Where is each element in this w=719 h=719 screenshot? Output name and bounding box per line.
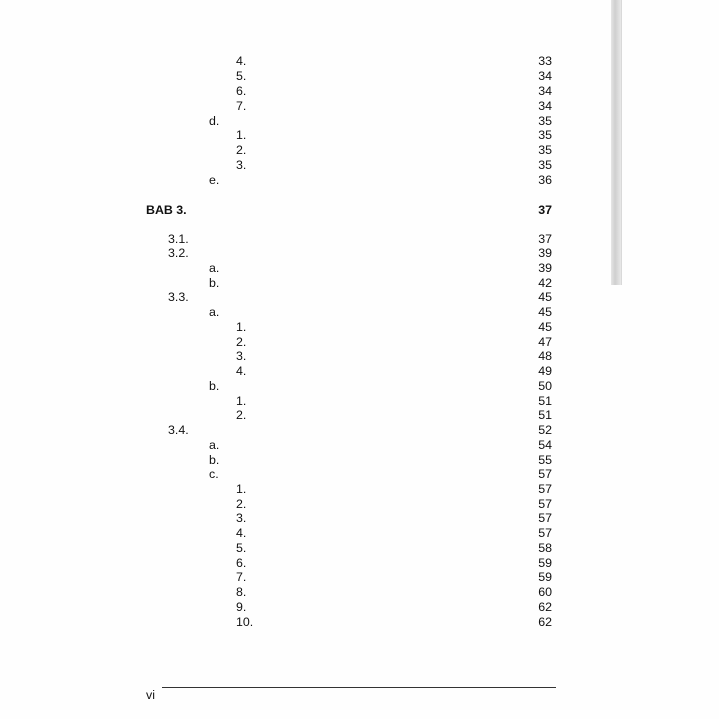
toc-marker: 1. <box>236 394 247 408</box>
toc-page-number: 51 <box>538 394 552 408</box>
toc-marker: 6. <box>236 84 247 98</box>
toc-row <box>0 84 719 99</box>
toc-page-number: 50 <box>538 379 552 393</box>
toc-row <box>0 453 719 468</box>
toc-row <box>0 276 719 291</box>
toc-marker: d. <box>209 114 220 128</box>
toc-marker: 9. <box>236 600 247 614</box>
toc-marker: 3.4. <box>168 423 189 437</box>
toc-page-number: 48 <box>538 349 552 363</box>
toc-page-number: 45 <box>538 320 552 334</box>
toc-row <box>0 54 719 69</box>
toc-page-number: 62 <box>538 600 552 614</box>
toc-page-number: 45 <box>538 305 552 319</box>
chapter-heading <box>0 203 719 218</box>
toc-row <box>0 290 719 305</box>
toc-row <box>0 364 719 379</box>
toc-marker: 2. <box>236 497 247 511</box>
toc-marker: c. <box>209 467 219 481</box>
toc-row <box>0 320 719 335</box>
toc-page-number: 58 <box>538 541 552 555</box>
toc-row <box>0 261 719 276</box>
toc-row <box>0 349 719 364</box>
toc-row <box>0 143 719 158</box>
toc-row <box>0 600 719 615</box>
toc-row <box>0 541 719 556</box>
toc-marker: 5. <box>236 69 247 83</box>
toc-row <box>0 128 719 143</box>
toc-row <box>0 438 719 453</box>
toc-marker: 2. <box>236 143 247 157</box>
toc-page-number: 37 <box>538 232 552 246</box>
toc-row <box>0 305 719 320</box>
toc-page-number: 36 <box>538 173 552 187</box>
toc-row <box>0 114 719 129</box>
toc-page-number: 34 <box>538 69 552 83</box>
toc-marker: a. <box>209 438 220 452</box>
toc-page-number: 57 <box>538 526 552 540</box>
toc-marker: 1. <box>236 320 247 334</box>
toc-marker: 10. <box>236 615 254 629</box>
toc-page-number: 47 <box>538 335 552 349</box>
toc-marker: a. <box>209 261 220 275</box>
toc-marker: 1. <box>236 482 247 496</box>
toc-row <box>0 99 719 114</box>
toc-marker: 2. <box>236 408 247 422</box>
toc-page-number: 59 <box>538 556 552 570</box>
toc-row <box>0 585 719 600</box>
toc-page-number: 35 <box>538 143 552 157</box>
toc-page-number: 35 <box>538 128 552 142</box>
toc-row <box>0 173 719 188</box>
toc-marker: 7. <box>236 99 247 113</box>
toc-page-number: 39 <box>538 261 552 275</box>
toc-page-number: 42 <box>538 276 552 290</box>
toc-marker: a. <box>209 305 220 319</box>
toc-page-number: 34 <box>538 84 552 98</box>
toc-page-number: 37 <box>538 203 552 217</box>
toc-row <box>0 423 719 438</box>
toc-row <box>0 467 719 482</box>
toc-marker: b. <box>209 276 220 290</box>
toc-row <box>0 379 719 394</box>
toc-page-number: 60 <box>538 585 552 599</box>
toc-page-number: 57 <box>538 497 552 511</box>
toc-marker: 3. <box>236 349 247 363</box>
toc-page-number: 33 <box>538 54 552 68</box>
toc-page-number: 54 <box>538 438 552 452</box>
toc-marker: 4. <box>236 364 247 378</box>
toc-page-number: 52 <box>538 423 552 437</box>
toc-row <box>0 232 719 247</box>
toc-page-number: 55 <box>538 453 552 467</box>
toc-page-number: 35 <box>538 114 552 128</box>
toc-marker: 4. <box>236 526 247 540</box>
toc-page-number: 45 <box>538 290 552 304</box>
toc-row <box>0 497 719 512</box>
toc-marker: 8. <box>236 585 247 599</box>
toc-marker: b. <box>209 453 220 467</box>
toc-page-number: 59 <box>538 570 552 584</box>
toc-row <box>0 615 719 630</box>
toc-row <box>0 335 719 350</box>
toc-page-number: 57 <box>538 482 552 496</box>
chapter-label: BAB 3. <box>146 203 187 217</box>
footer-rule <box>162 687 556 688</box>
toc-row <box>0 556 719 571</box>
toc-marker: 7. <box>236 570 247 584</box>
toc-page-number: 62 <box>538 615 552 629</box>
toc-row <box>0 69 719 84</box>
toc-page-number: 57 <box>538 511 552 525</box>
toc-marker: 3.1. <box>168 232 189 246</box>
toc-marker: 3. <box>236 511 247 525</box>
toc-marker: e. <box>209 173 220 187</box>
toc-marker: 3. <box>236 158 247 172</box>
toc-marker: 3.3. <box>168 290 189 304</box>
toc-marker: 3.2. <box>168 246 189 260</box>
toc-marker: b. <box>209 379 220 393</box>
toc-row <box>0 158 719 173</box>
toc-row <box>0 394 719 409</box>
page-folio: vi <box>146 688 155 702</box>
toc-row <box>0 408 719 423</box>
toc-marker: 1. <box>236 128 247 142</box>
toc-page-number: 39 <box>538 246 552 260</box>
toc-marker: 2. <box>236 335 247 349</box>
toc-page-number: 57 <box>538 467 552 481</box>
toc-row <box>0 526 719 541</box>
toc-row <box>0 511 719 526</box>
toc-marker: 4. <box>236 54 247 68</box>
toc-page-number: 49 <box>538 364 552 378</box>
toc-row <box>0 482 719 497</box>
toc-page-number: 35 <box>538 158 552 172</box>
toc-row <box>0 570 719 585</box>
toc-marker: 6. <box>236 556 247 570</box>
toc-row <box>0 246 719 261</box>
toc-page-number: 34 <box>538 99 552 113</box>
toc-page-number: 51 <box>538 408 552 422</box>
toc-marker: 5. <box>236 541 247 555</box>
